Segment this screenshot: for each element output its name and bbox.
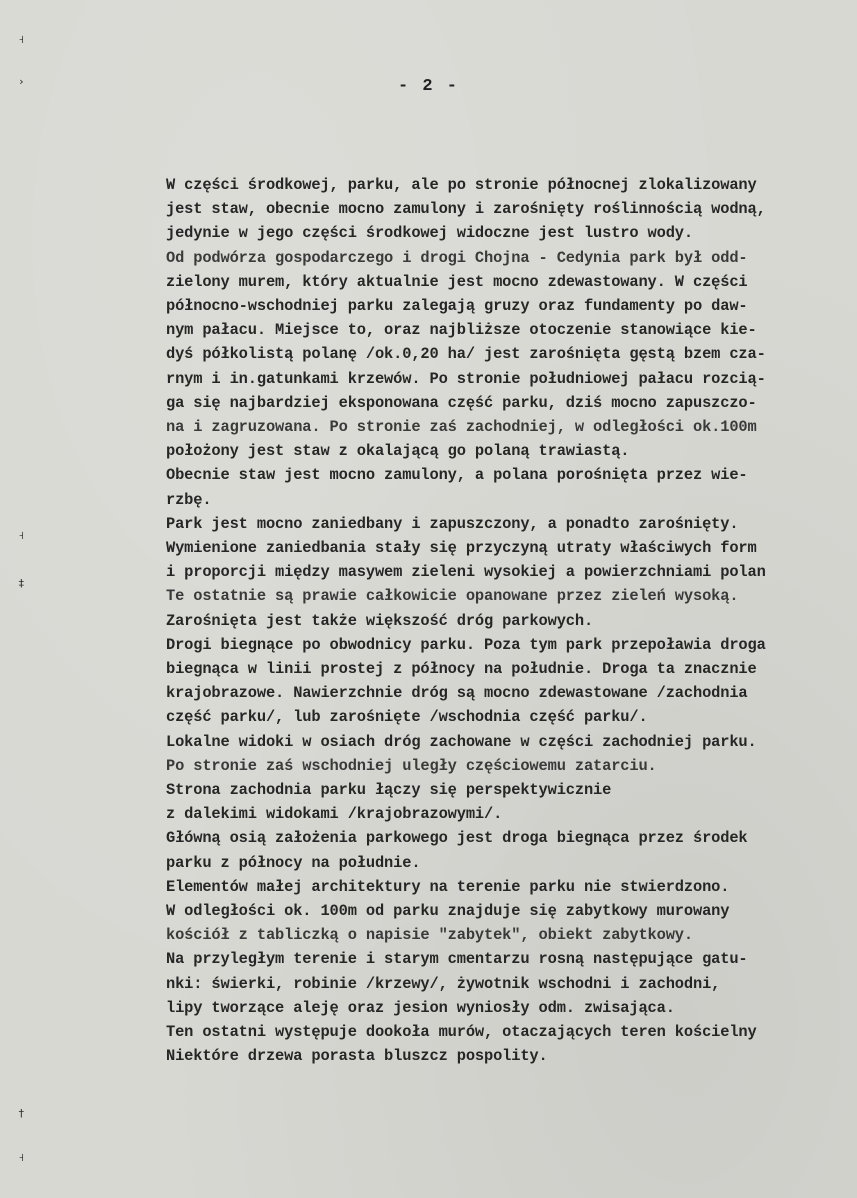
text-line: Park jest mocno zaniedbany i zapuszczony, a ponadto zarośnięty. [166, 514, 739, 533]
text-line: Po stronie zaś wschodniej uległy częściowemu zatarciu. [166, 756, 657, 775]
text-line: parku z północy na południe. [166, 853, 421, 872]
text-line: zielony murem, który aktualnie jest mocno zdewastowany. W części [166, 272, 748, 291]
margin-mark: › [18, 75, 25, 88]
text-line: kościół z tabliczką o napisie "zabytek", obiekt zabytkowy. [166, 926, 693, 945]
text-line: lipy tworzące aleję oraz jesion wyniosły odm. zwisająca. [166, 998, 675, 1017]
text-line: jedynie w jego części środkowej widoczne jest lustro wody. [166, 224, 693, 243]
text-line: Na przyległym terenie i starym cmentarzu rosną następujące gatu- [166, 950, 748, 969]
text-line: Niektóre drzewa porasta bluszcz pospolity. [166, 1047, 548, 1066]
margin-mark: † [18, 1107, 25, 1120]
margin-mark: ‡ [18, 577, 25, 590]
text-line: jest staw, obecnie mocno zamulony i zarośnięty roślinnością wodną, [166, 200, 766, 219]
text-line: Elementów małej architektury na terenie parku nie stwierdzono. [166, 877, 730, 896]
text-line: część parku/, lub zarośnięte /wschodnia część parku/. [166, 708, 648, 727]
text-line: dyś półkolistą polanę /ok.0,20 ha/ jest zarośnięta gęstą bzem cza- [166, 345, 766, 364]
margin-mark: ˧ [18, 529, 25, 542]
page-number: - 2 - [397, 77, 459, 96]
text-line: z dalekimi widokami /krajobrazowymi/. [166, 805, 503, 824]
text-line: biegnąca w linii prostej z północy na południe. Droga ta znacznie [166, 660, 757, 678]
text-line: Te ostatnie są prawie całkowicie opanowane przez zieleń wysoką. [166, 587, 739, 606]
text-line: Obecnie staw jest mocno zamulony, a polana porośnięta przez wie- [166, 466, 748, 485]
text-line: rzbę. [166, 490, 212, 509]
text-line: północno-wschodniej parku zalegają gruzy oraz fundamenty po daw- [166, 297, 748, 315]
text-line: Od podwórza gospodarczego i drogi Chojna - Cedynia park był odd- [166, 248, 748, 267]
text-line: Strona zachodnia parku łączy się perspektywicznie [166, 781, 612, 799]
text-line: Drogi biegnące po obwodnicy parku. Poza tym park przepoławia droga [166, 635, 766, 654]
text-line: położony jest staw z okalającą go polaną trawiastą. [166, 442, 630, 461]
margin-mark: ˧ [18, 1151, 25, 1164]
text-line: W odległości ok. 100m od parku znajduje się zabytkowy murowany [166, 902, 730, 920]
text-line: nki: świerki, robinie /krzewy/, żywotnik wschodni i zachodni, [166, 974, 721, 993]
text-line: Lokalne widoki w osiach dróg zachowane w części zachodniej parku. [166, 732, 757, 751]
text-line: Główną osią założenia parkowego jest droga biegnąca przez środek [166, 829, 748, 848]
text-line: W części środkowej, parku, ale po stronie północnej zlokalizowany [166, 176, 757, 194]
text-line: Ten ostatni występuje dookoła murów, otaczających teren kościelny [166, 1023, 757, 1041]
margin-mark: ˧ [18, 33, 25, 46]
text-line: ga się najbardziej eksponowana część parku, dziś mocno zapuszczo- [166, 393, 757, 412]
text-line: na i zagruzowana. Po stronie zaś zachodniej, w odległości ok.100m [166, 418, 757, 436]
text-line: nym pałacu. Miejsce to, oraz najbliższe otoczenie stanowiące kie- [166, 321, 757, 340]
text-line: krajobrazowe. Nawierzchnie dróg są mocno zdewastowane /zachodnia [166, 684, 748, 703]
text-line: Zarośnięta jest także większość dróg parkowych. [166, 611, 594, 630]
text-line: Wymienione zaniedbania stały się przyczyną utraty właściwych form [166, 539, 757, 557]
text-line: i proporcji między masywem zieleni wysokiej a powierzchniami polan [166, 563, 766, 582]
text-line: rnym i in.gatunkami krzewów. Po stronie południowej pałacu rozcią- [166, 369, 766, 388]
